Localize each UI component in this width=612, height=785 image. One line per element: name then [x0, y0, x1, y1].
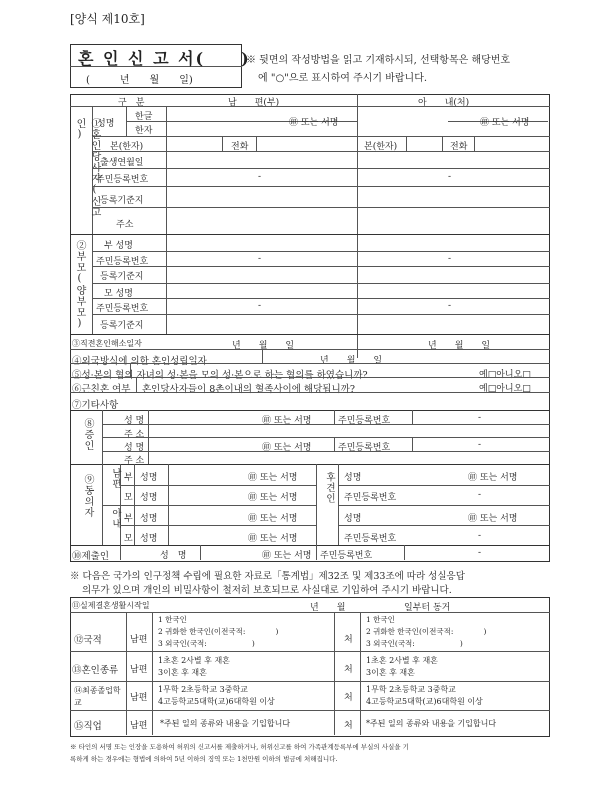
- husband-seal[interactable]: ㊞ 또는 서명: [289, 118, 339, 128]
- guardian-2-name-label: 성명: [344, 514, 362, 524]
- register-label: 등록기준지: [100, 196, 144, 206]
- s13-w-line2[interactable]: 3이혼 후 재혼: [366, 668, 415, 677]
- s13-wife-label: 처: [344, 665, 353, 675]
- s12-w-opt3[interactable]: 3 외국인(국적: ): [366, 639, 463, 648]
- section-4-date[interactable]: 년 월 일: [320, 356, 383, 366]
- section-10-label: ⑩제출인: [72, 551, 110, 562]
- section-1-label: ①혼인당사자(신고인): [74, 118, 100, 218]
- section-6-yes-no[interactable]: 예□아니오□: [479, 384, 531, 394]
- penalty-notice-1: ※ 타인의 서명 또는 인장을 도용하여 허위의 신고서를 제출하거나, 허위신고를 하여 가족관계등록부에 부실의 사실을 기: [70, 743, 409, 751]
- section-8-label: ⑧증인: [82, 418, 93, 451]
- section-4-label: ④외국방식에 의한 혼인성립일자: [72, 356, 207, 367]
- instruction-line-2: 에 "○"으로 표시하여 주시기 바랍니다.: [258, 73, 428, 84]
- tel-label-husband: 전화: [231, 142, 249, 152]
- section-5-text: ⑤성·본의 협의 자녀의 성·본을 모의 성·본으로 하는 협의를 하였습니까?: [72, 370, 368, 381]
- instruction-line-1: ※ 뒷면의 작성방법을 읽고 기재하시되, 선택항목은 해당번호: [246, 55, 511, 66]
- consent-husband-label: 남편: [110, 468, 121, 489]
- rrn-dash-wife: -: [448, 172, 452, 182]
- header-husband: 남 편(부): [228, 98, 280, 108]
- s14-h-line1[interactable]: 1무학 2초등학교 3중학교: [158, 685, 248, 694]
- rrn-label: 주민등록번호: [96, 175, 149, 185]
- witness-1-seal[interactable]: ㊞ 또는 서명: [262, 416, 312, 426]
- s15-wife-label: 처: [344, 721, 353, 731]
- section-7-label: ⑦기타사항: [72, 400, 119, 411]
- s12-h-opt1[interactable]: 1 한국인: [158, 615, 187, 624]
- hanja-label: 한자: [135, 126, 153, 136]
- s14-w-line2[interactable]: 4고등학교5대학(교)6대학원 이상: [366, 697, 483, 706]
- consent-h-father-label: 부: [124, 473, 133, 483]
- consent-h-father-name: 성명: [140, 473, 158, 483]
- hangul-label: 한글: [135, 112, 153, 122]
- s12-w-opt2[interactable]: 2 귀화한 한국인(이전국적: ): [366, 627, 487, 636]
- witness-1-name-label: 성 명: [124, 416, 145, 426]
- s14-h-line2[interactable]: 4고등학교5대학(교)6대학원 이상: [158, 697, 275, 706]
- mother-name-label: 모 성명: [104, 289, 133, 299]
- witness-2-name-label: 성 명: [124, 443, 145, 453]
- address-label: 주소: [116, 220, 134, 230]
- header-gubun: 구 분: [118, 98, 145, 108]
- guardian-label: 후견인: [324, 472, 335, 504]
- witness-2-address-label: 주 소: [124, 456, 145, 466]
- father-rrn-dash-h: -: [258, 254, 262, 264]
- mother-rrn-dash-h: -: [258, 301, 262, 311]
- guardian-2-rrn-label: 주민등록번호: [344, 534, 397, 544]
- section-3-husband-date[interactable]: 년 월 일: [232, 341, 295, 351]
- witness-1-rrn-dash: -: [478, 413, 482, 423]
- section-5-yes-no[interactable]: 예□아니오□: [479, 370, 531, 380]
- mother-rrn-label: 주민등록번호: [96, 304, 149, 314]
- bon-label-wife: 본(한자): [364, 142, 398, 152]
- section-6-label: ⑥근친혼 여부: [72, 384, 131, 395]
- consent-w-mother-label: 모: [124, 534, 133, 544]
- s13-husband-label: 남편: [130, 665, 148, 675]
- witness-2-rrn-label: 주민등록번호: [338, 443, 391, 453]
- s14-husband-label: 남편: [130, 693, 148, 703]
- statistics-notice-2: 의무가 있으며 개인의 비밀사항이 철저히 보호되므로 사실대로 기입하여 주시기 바랍니다.: [82, 585, 452, 596]
- s12-wife-label: 처: [344, 635, 353, 645]
- statistics-notice-1: ※ 다음은 국가의 인구정책 수립에 필요한 자료로「통계법」제32조 및 제33조에 따라 성실응답: [70, 571, 465, 582]
- father-rrn-dash-w: -: [448, 254, 452, 264]
- section-13-label: ⑬혼인종류: [72, 665, 119, 676]
- section-3-label: ③직전혼인해소일자: [72, 339, 142, 348]
- consent-h-mother-name: 성명: [140, 493, 158, 503]
- witness-2-seal[interactable]: ㊞ 또는 서명: [262, 443, 312, 453]
- name-label: 성명: [97, 119, 115, 129]
- section-9-label: ⑨동의자: [82, 474, 93, 518]
- consent-h-mother-label: 모: [124, 493, 133, 503]
- guardian-1-rrn-label: 주민등록번호: [344, 493, 397, 503]
- s12-husband-label: 남편: [130, 635, 148, 645]
- section-11-label: ⑪실제결혼생활시작일: [72, 601, 150, 610]
- guardian-1-name-label: 성명: [344, 473, 362, 483]
- tel-label-wife: 전화: [450, 142, 468, 152]
- consent-w-father-seal[interactable]: ㊞ 또는 서명: [248, 514, 298, 524]
- submitter-rrn-dash: -: [478, 548, 482, 558]
- consent-w-father-name: 성명: [140, 514, 158, 524]
- section-11-ym[interactable]: 년 월: [310, 603, 346, 613]
- mother-register-label: 등록기준지: [100, 321, 144, 331]
- section-14-label: ⑭최종졸업학교: [74, 686, 121, 707]
- section-11-suffix: 일부터 동거: [404, 603, 451, 613]
- report-date[interactable]: ( 년 월 일): [86, 75, 193, 86]
- s15-husband-label: 남편: [130, 721, 148, 731]
- header-wife: 아 내(처): [418, 98, 470, 108]
- consent-w-father-label: 부: [124, 514, 133, 524]
- father-register-label: 등록기준지: [100, 272, 144, 282]
- page-title: 혼 인 신 고 서( ): [78, 49, 251, 68]
- mother-rrn-dash-w: -: [448, 301, 452, 311]
- birth-label: 출생연월일: [100, 158, 144, 168]
- section-12-label: ⑫국적: [74, 635, 102, 646]
- witness-1-rrn-label: 주민등록번호: [338, 416, 391, 426]
- guardian-1-rrn-dash: -: [478, 490, 482, 500]
- s12-h-opt3[interactable]: 3 외국인(국적: ): [158, 639, 255, 648]
- s13-w-line1[interactable]: 1초혼 2사별 후 재혼: [366, 656, 438, 665]
- witness-1-address-label: 주 소: [124, 430, 145, 440]
- s14-w-line1[interactable]: 1무학 2초등학교 3중학교: [366, 685, 456, 694]
- s13-h-line1[interactable]: 1초혼 2사별 후 재혼: [158, 656, 230, 665]
- s12-w-opt1[interactable]: 1 한국인: [366, 615, 395, 624]
- father-rrn-label: 주민등록번호: [96, 257, 149, 267]
- s15-husband-note[interactable]: *주된 일의 종류와 내용을 기입합니다: [160, 719, 291, 728]
- section-3-wife-date[interactable]: 년 월 일: [428, 341, 491, 351]
- submitter-seal[interactable]: ㊞ 또는 서명: [262, 551, 312, 561]
- bon-label-husband: 본(한자): [110, 142, 144, 152]
- rrn-dash-husband: -: [258, 172, 262, 182]
- s12-h-opt2[interactable]: 2 귀화한 한국인(이전국적: ): [158, 627, 279, 636]
- form-number: [양식 제10호]: [70, 12, 145, 26]
- section-15-label: ⑮직업: [74, 721, 102, 732]
- wife-seal[interactable]: ㊞ 또는 서명: [480, 118, 530, 128]
- guardian-2-rrn-dash: -: [478, 531, 482, 541]
- consent-w-mother-seal[interactable]: ㊞ 또는 서명: [248, 534, 298, 544]
- consent-wife-label: 아내: [110, 508, 121, 529]
- consent-h-mother-seal[interactable]: ㊞ 또는 서명: [248, 493, 298, 503]
- guardian-1-seal[interactable]: ㊞ 또는 서명: [468, 473, 518, 483]
- section-6-text: 혼인당사자들이 8촌이내의 혈족사이에 해당됩니까?: [142, 384, 355, 395]
- guardian-2-seal[interactable]: ㊞ 또는 서명: [468, 514, 518, 524]
- witness-2-rrn-dash: -: [478, 440, 482, 450]
- section-2-label: ②부모(양부모): [74, 240, 85, 330]
- s15-wife-note[interactable]: *주된 일의 종류와 내용을 기입합니다: [366, 719, 497, 728]
- submitter-rrn-label: 주민등록번호: [320, 551, 373, 561]
- consent-w-mother-name: 성명: [140, 534, 158, 544]
- father-name-label: 부 성명: [104, 241, 133, 251]
- s14-wife-label: 처: [344, 693, 353, 703]
- consent-h-father-seal[interactable]: ㊞ 또는 서명: [248, 473, 298, 483]
- s13-h-line2[interactable]: 3이혼 후 재혼: [158, 668, 207, 677]
- penalty-notice-2: 록하게 하는 경우에는 형법에 의하여 5년 이하의 징역 또는 1천만원 이하의 벌금에 처해집니다.: [70, 755, 338, 763]
- submitter-name-label: 성 명: [160, 551, 187, 561]
